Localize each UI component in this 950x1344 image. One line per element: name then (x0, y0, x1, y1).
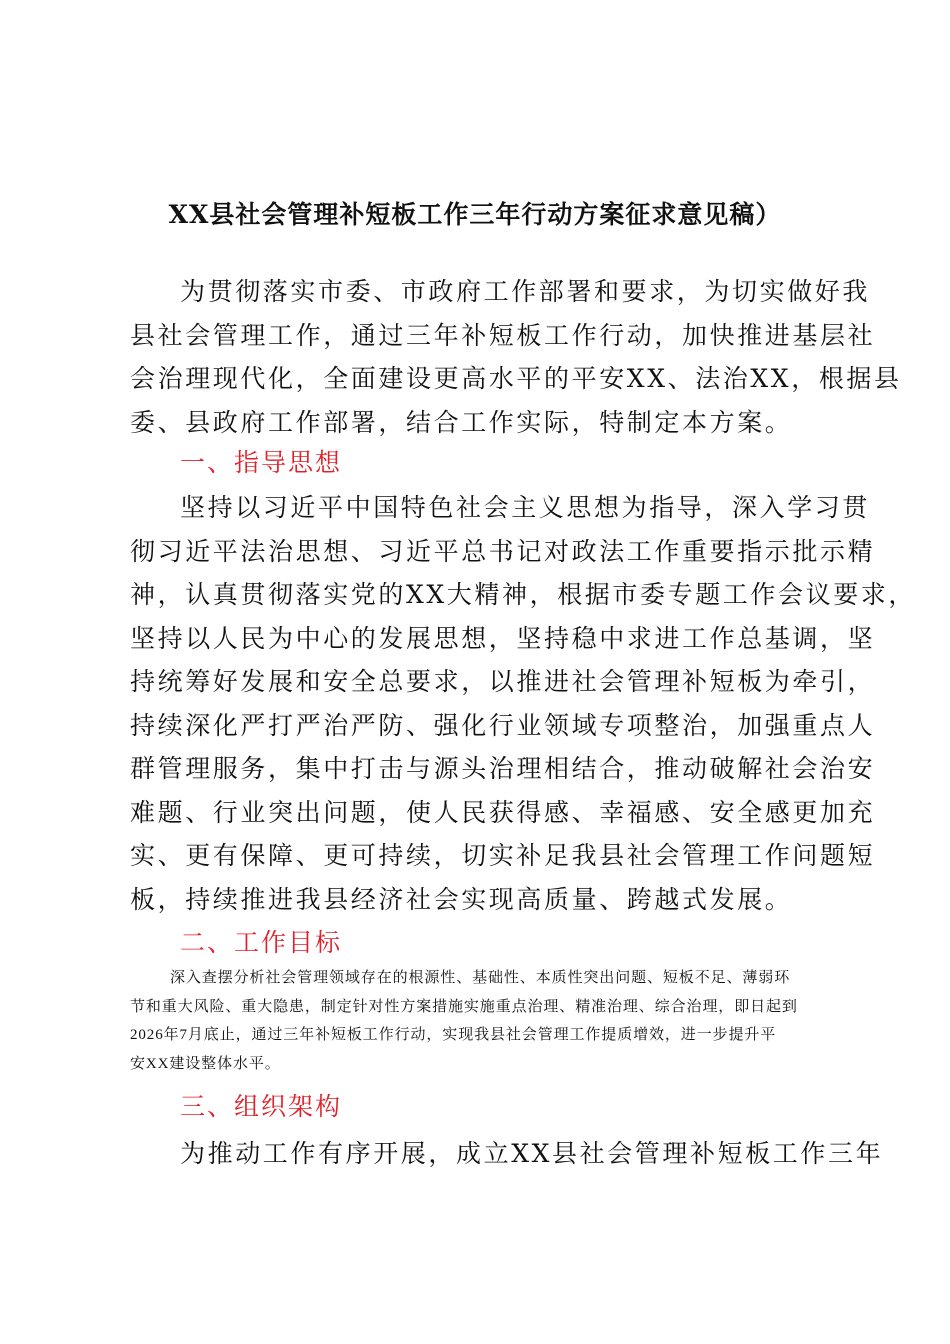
text-line: 难题、行业突出问题，使人民获得感、幸福感、安全感更加充 (130, 797, 876, 827)
document-title: XX县社会管理补短板工作三年行动方案征求意见稿） (168, 199, 782, 229)
section-paragraph-organization (130, 1132, 884, 1176)
text-line: 安XX建设整体水平。 (130, 1055, 281, 1072)
section-heading-guiding-ideology: 一、指导思想 (180, 448, 343, 477)
text-line: 群管理服务，集中打击与源头治理相结合，推动破解社会治安 (130, 754, 876, 783)
text-line: 2026年7月底止，通过三年补短板工作行动，实现我县社会管理工作提质增效，进一步提升平 (130, 1027, 777, 1043)
section-paragraph-guiding-ideology (130, 486, 916, 921)
section-heading-work-goals: 二、工作目标 (180, 928, 343, 957)
text-line: 县社会管理工作，通过三年补短板工作行动，加快推进基层社 (130, 320, 876, 350)
text-line: 会治理现代化，全面建设更高水平的平安XX、法治XX，根据县 (130, 364, 902, 393)
text-line: 坚持以人民为中心的发展思想，坚持稳中求进工作总基调，坚 (130, 623, 876, 653)
text-line: 委、县政府工作部署，结合工作实际，特制定本方案。 (130, 407, 793, 437)
text-line: 实、更有保障、更可持续，切实补足我县社会管理工作问题短 (130, 841, 876, 870)
section-heading-organization: 三、组织架构 (180, 1092, 343, 1121)
section-paragraph-work-goals (130, 964, 830, 1078)
text-line: 节和重大风险、重大隐患，制定针对性方案措施实施重点治理、精准治理、综合治理，即日起到 (130, 998, 798, 1015)
text-line: 板，持续推进我县经济社会实现高质量、跨越式发展。 (130, 884, 793, 914)
text-line: 彻习近平法治思想、习近平总书记对政法工作重要指示批示精 (130, 536, 876, 566)
text-line: 为贯彻落实市委、市政府工作部署和要求，为切实做好我 (180, 277, 871, 306)
intro-paragraph (130, 270, 902, 444)
text-line: 持续深化严打严治严防、强化行业领域专项整治，加强重点人 (130, 710, 876, 740)
text-line: 坚持以习近平中国特色社会主义思想为指导，深入学习贯 (180, 493, 871, 522)
text-line: 持统筹好发展和安全总要求，以推进社会管理补短板为牵引， (130, 667, 876, 696)
text-line: 深入查摆分析社会管理领域存在的根源性、基础性、本质性突出问题、短板不足、薄弱环 (170, 970, 791, 986)
text-line: 神，认真贯彻落实党的XX大精神，根据市委专题工作会议要求， (130, 580, 916, 609)
text-line: 为推动工作有序开展，成立XX县社会管理补短板工作三年 (180, 1139, 884, 1168)
